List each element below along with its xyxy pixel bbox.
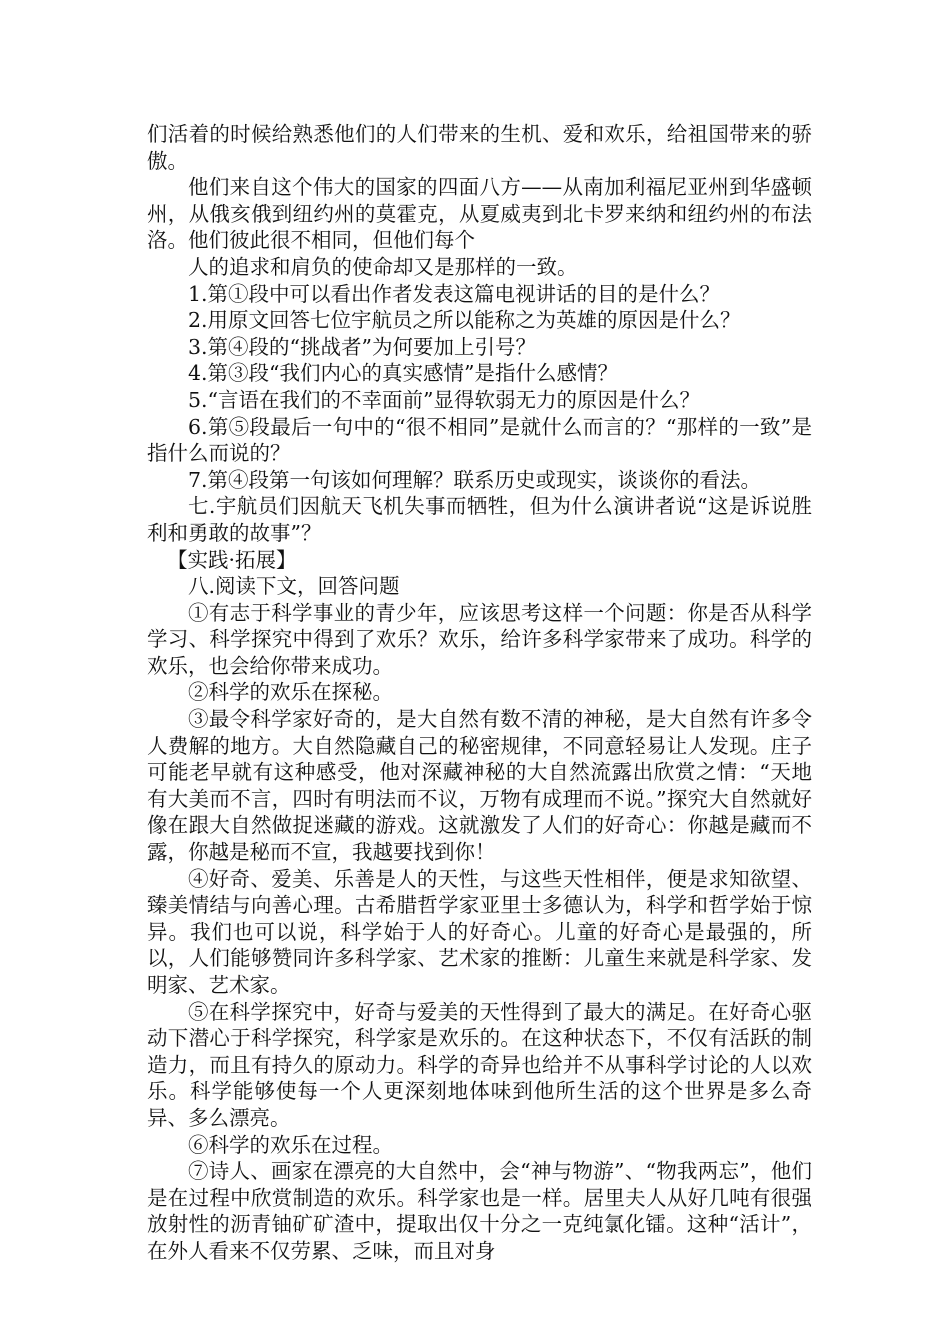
question-section-7: 七.宇航员们因航天飞机失事而牺牲，但为什么演讲者说“这是诉说胜利和勇敢的故事”？ bbox=[147, 494, 812, 545]
question-3: 3.第④段的“挑战者”为何要加上引号？ bbox=[188, 334, 537, 359]
paragraph-continuation: 们活着的时候给熟悉他们的人们带来的生机、爱和欢乐，给祖国带来的骄傲。 bbox=[147, 122, 812, 173]
reading-paragraph-2: ②科学的欢乐在探秘。 bbox=[188, 680, 393, 705]
reading-paragraph-5: ⑤在科学探究中，好奇与爱美的天性得到了最大的满足。在好奇心驱动下潜心于科学探究，科学家是欢乐的。在这种状态下，不仅有活跃的制造力，而且有持久的原动力。科学的奇异也给并不从事科学讨论的人以欢乐。科学能够使每一个人更深刻地体味到他所生活的这个世界是多么奇异、多么漂亮。 bbox=[147, 999, 812, 1130]
question-1: 1.第①段中可以看出作者发表这篇电视讲话的目的是什么？ bbox=[188, 281, 721, 306]
document-page bbox=[147, 121, 812, 1265]
reading-paragraph-6: ⑥科学的欢乐在过程。 bbox=[188, 1132, 393, 1157]
reading-paragraph-4: ④好奇、爱美、乐善是人的天性，与这些天性相伴，便是求知欲望、臻美情结与向善心理。古希腊哲学家亚里士多德认为，科学和哲学始于惊异。我们也可以说，科学始于人的好奇心。儿童的好奇心是最强的，所以，人们能够赞同许多科学家、艺术家的推断：儿童生来就是科学家、发明家、艺术家。 bbox=[147, 866, 812, 997]
question-5: 5.“言语在我们的不幸面前”显得软弱无力的原因是什么？ bbox=[188, 387, 701, 412]
reading-paragraph-3: ③最令科学家好奇的，是大自然有数不清的神秘，是大自然有许多令人费解的地方。大自然隐藏自己的秘密规律，不同意轻易让人发现。庄子可能老早就有这种感受，他对深藏神秘的大自然流露出欣赏之情：“天地有大美而不言，四时有明法而不议，万物有成理而不说。”探究大自然就好像在跟大自然做捉迷藏的游戏。这就激发了人们的好奇心：你越是藏而不露，你越是秘而不宣，我越要找到你！ bbox=[147, 707, 812, 865]
reading-instruction: 八.阅读下文，回答问题 bbox=[188, 574, 400, 599]
reading-paragraph-1: ①有志于科学事业的青少年，应该思考这样一个问题：你是否从科学学习、科学探究中得到了欢乐？欢乐，给许多科学家带来了成功。科学的欢乐，也会给你带来成功。 bbox=[147, 600, 812, 678]
paragraph-astronauts-mission: 人的追求和肩负的使命却又是那样的一致。 bbox=[188, 254, 578, 279]
question-6: 6.第⑤段最后一句中的“很不相同”是就什么而言的？“那样的一致”是指什么而说的？ bbox=[147, 414, 812, 466]
reading-paragraph-7: ⑦诗人、画家在漂亮的大自然中，会“神与物游”、“物我两忘”，他们是在过程中欣赏制造的欢乐。科学家也是一样。居里夫人从好几吨有很强放射性的沥青铀矿矿渣中，提取出仅十分之一克纯氯化镭。这种“活计”，在外人看来不仅劳累、乏味，而且对身 bbox=[147, 1159, 812, 1263]
question-2: 2.用原文回答七位宇航员之所以能称之为英雄的原因是什么？ bbox=[188, 308, 741, 333]
question-7: 7.第④段第一句该如何理解？联系历史或现实，谈谈你的看法。 bbox=[188, 467, 762, 492]
section-heading-practice: 【实践·拓展】 bbox=[167, 547, 297, 572]
question-4: 4.第③段“我们内心的真实感情”是指什么感情？ bbox=[188, 361, 619, 386]
paragraph-astronauts-origins: 他们来自这个伟大的国家的四面八方——从南加利福尼亚州到华盛顿州，从俄亥俄到纽约州的莫霍克，从夏威夷到北卡罗来纳和纽约州的布法洛。他们彼此很不相同，但他们每个 bbox=[147, 175, 812, 253]
